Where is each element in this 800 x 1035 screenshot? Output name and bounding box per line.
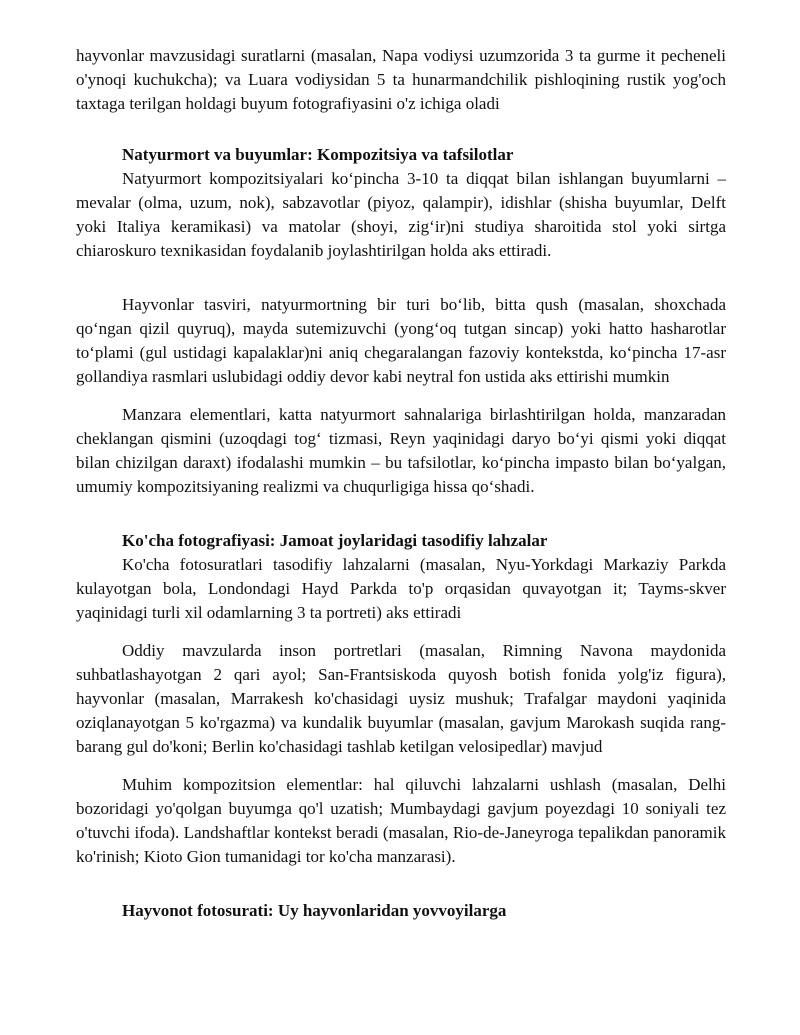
paragraph-still-life-composition: Natyurmort kompozitsiyalari ko‘pincha 3-10 ta diqqat bilan ishlangan buyumlarni – mevalar (olma, uzum, nok), sabzavotlar (piyoz, qalampir), idishlar (shisha buyumlar, Delft yoki Italiya keramikasi) va matolar (shoyi, zig‘ir)ni studiya sharoitida stol yoki sirtga chiaroskuro texnikasidan foydalanib joylashtirilgan holda aks ettiradi. (76, 169, 726, 260)
paragraph-landscape-elements: Manzara elementlari, katta natyurmort sahnalariga birlashtirilgan holda, manzaradan cheklangan qismini (uzoqdagi tog‘ tizmasi, Reyn yaqinidagi daryo bo‘yi qismi yoki diqqat bilan chizilgan daraxt) ifodalashi mumkin – bu tafsilotlar, ko‘pincha impasto bilan bo‘yalgan, umumiy kompozitsiyaning realizmi va chuqurligiga hissa qo‘shadi. (76, 405, 726, 496)
spacer (76, 759, 726, 773)
spacer (76, 263, 726, 293)
section-heading-still-life: Natyurmort va buyumlar: Kompozitsiya va tafsilotlar (122, 145, 514, 164)
paragraph-street-moments: Ko'cha fotosuratlari tasodifiy lahzalarni (masalan, Nyu-Yorkdagi Markaziy Parkda kulayotgan bola, Londondagi Hayd Parkda to'p orqasidan quvayotgan it; Tayms-skver yaqinidagi turli xil odamlarning 3 ta portreti) aks ettiradi (76, 555, 726, 622)
spacer (76, 499, 726, 529)
spacer (76, 625, 726, 639)
spacer (76, 116, 726, 143)
section-heading-street-photography: Ko'cha fotografiyasi: Jamoat joylaridagi tasodifiy lahzalar (122, 531, 548, 550)
paragraph-intro-continuation: hayvonlar mavzusidagi suratlarni (masalan, Napa vodiysi uzumzorida 3 ta gurme it pecheneli o'ynoqi kuchukcha); va Luara vodiysidan 5 ta hunarmandchilik pishloqining rustik yog'och taxtaga terilgan holdagi buyum fotografiyasini o'z ichiga oladi (76, 46, 726, 113)
document-page (76, 44, 726, 923)
section-heading-animal-photography: Hayvonot fotosurati: Uy hayvonlaridan yovvoyilarga (122, 901, 507, 920)
paragraph-ordinary-subjects: Oddiy mavzularda inson portretlari (masalan, Rimning Navona maydonida suhbatlashayotgan 2 qari ayol; San-Frantsiskoda quyosh botish fonida yolg'iz figura), hayvonlar (masalan, Marrakesh ko'chasidagi uysiz mushuk; Trafalgar maydoni yaqinida oziqlanayotgan 5 ko'rgazma) va kundalik buyumlar (masalan, gavjum Marokash suqida rang-barang gul do'koni; Berlin ko'chasidagi tashlab ketilgan velosipedlar) mavjud (76, 641, 726, 756)
paragraph-animal-depiction: Hayvonlar tasviri, natyurmortning bir turi bo‘lib, bitta qush (masalan, shoxchada qo‘ngan qizil quyruq), mayda sutemizuvchi (yong‘oq tutgan sincap) yoki hatto hasharotlar to‘plami (gul ustidagi kapalaklar)ni aniq chegaralangan fazoviy kontekstda, ko‘pincha 17-asr gollandiya rasmlari uslubidagi oddiy devor kabi neytral fon ustida aks ettirishi mumkin (76, 295, 726, 386)
spacer (76, 869, 726, 899)
spacer (76, 389, 726, 403)
paragraph-compositional-elements: Muhim kompozitsion elementlar: hal qiluvchi lahzalarni ushlash (masalan, Delhi bozoridagi yo'qolgan buyumga qo'l uzatish; Mumbaydagi gavjum poyezdagi 10 soniyali tez o'tuvchi ifoda). Landshaftlar kontekst beradi (masalan, Rio-de-Janeyroga tepalikdan panoramik ko'rinish; Kioto Gion tumanidagi tor ko'cha manzarasi). (76, 775, 726, 866)
